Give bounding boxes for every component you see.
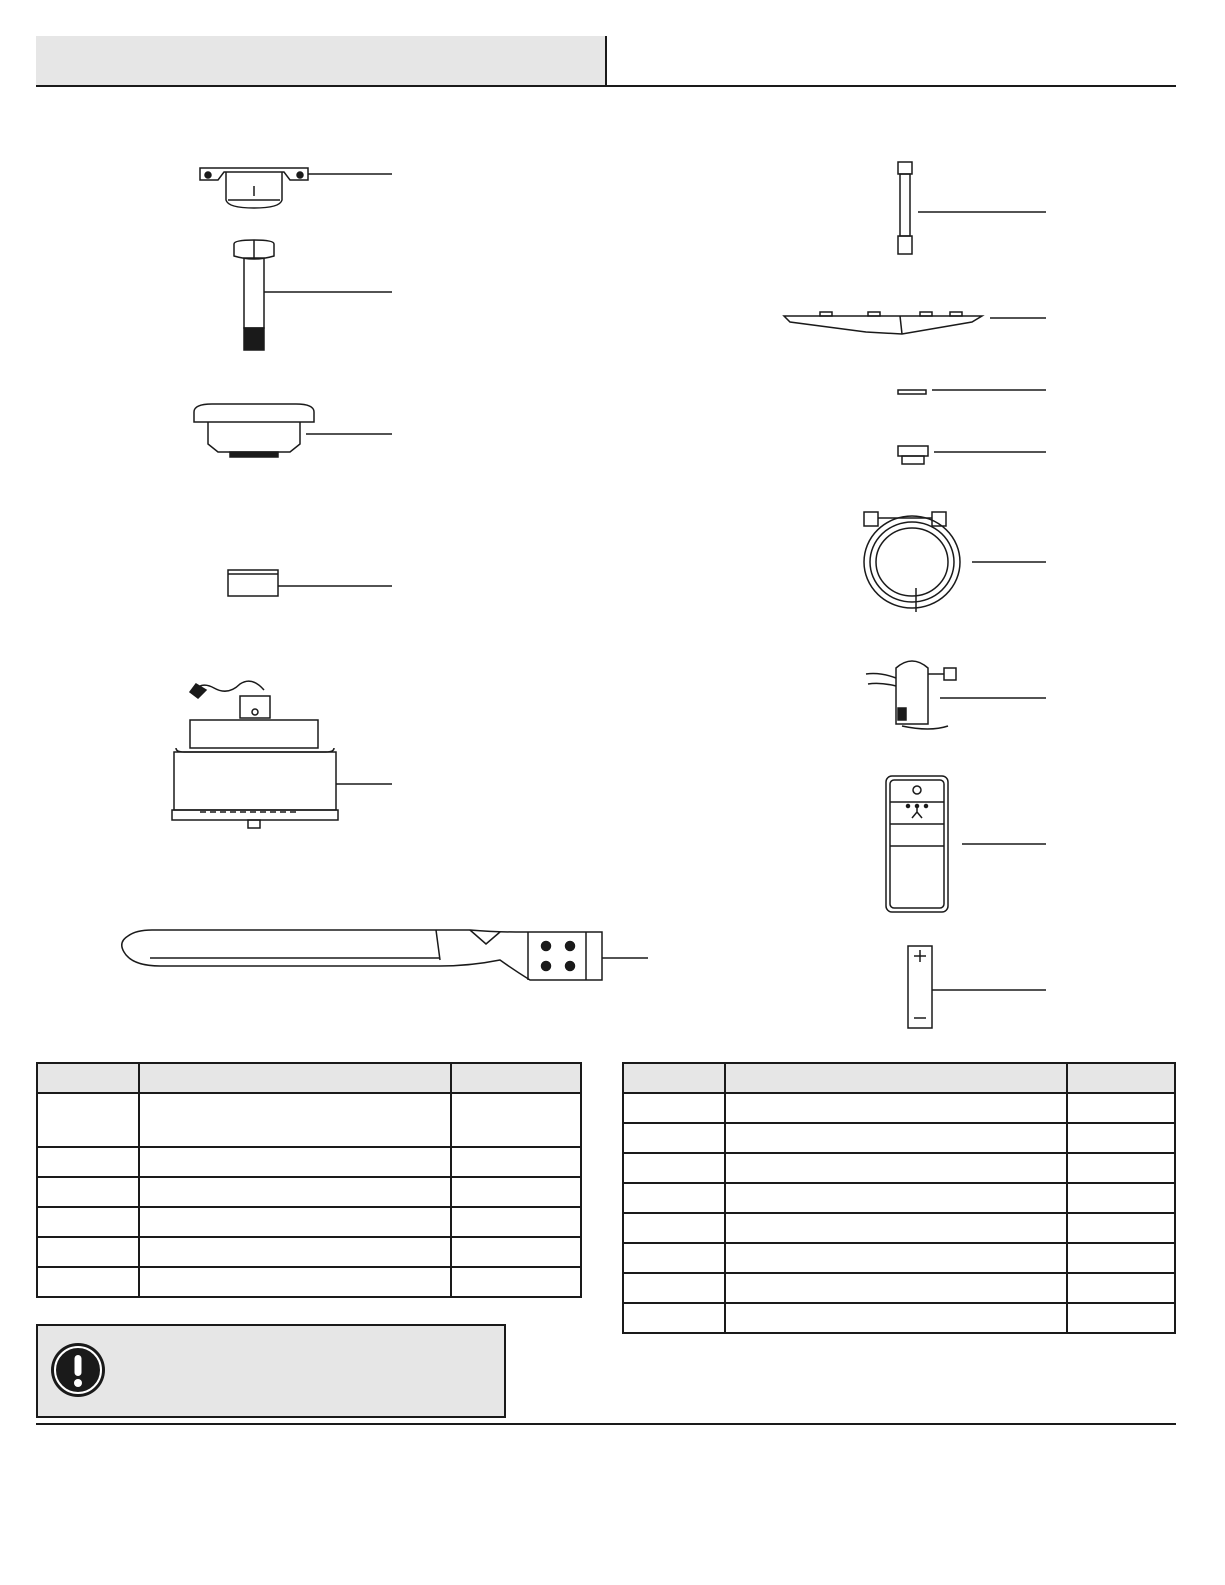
table-row [623, 1273, 1175, 1303]
column-header-part [623, 1063, 725, 1093]
canopy-drawing [194, 404, 392, 457]
weight-drawing [898, 446, 1046, 464]
table-row [37, 1207, 581, 1237]
table-header-row [623, 1063, 1175, 1093]
column-header-description [725, 1063, 1067, 1093]
rod-drawing [898, 162, 1046, 254]
column-header-description [139, 1063, 451, 1093]
table-row [623, 1303, 1175, 1333]
important-notice-box [36, 1324, 506, 1418]
table-row [37, 1093, 581, 1147]
battery-drawing [908, 946, 1046, 1028]
parts-table-right [622, 1062, 1176, 1334]
table-row [37, 1147, 581, 1177]
pin-drawing [898, 390, 1046, 394]
column-header-quantity [1067, 1063, 1175, 1093]
parts-table-left [36, 1062, 582, 1298]
table-row [623, 1213, 1175, 1243]
motor-assembly-drawing [172, 681, 392, 828]
footer-rule [36, 1423, 1176, 1425]
blade-drawing [122, 930, 648, 980]
column-header-part [37, 1063, 139, 1093]
table-row [623, 1123, 1175, 1153]
table-row [623, 1183, 1175, 1213]
receiver-drawing [866, 661, 1046, 729]
table-row [623, 1243, 1175, 1273]
mounting-bracket-drawing [200, 168, 392, 208]
table-row [37, 1177, 581, 1207]
table-row [37, 1237, 581, 1267]
table-row [623, 1093, 1175, 1123]
column-header-quantity [451, 1063, 581, 1093]
table-row [623, 1153, 1175, 1183]
coupling-cover-drawing [228, 570, 392, 596]
downrod-drawing [234, 240, 392, 350]
remote-control-drawing [886, 776, 1046, 912]
table-header-row [37, 1063, 581, 1093]
plate-drawing [784, 312, 1046, 334]
wire-harness-drawing [864, 512, 1046, 612]
exclamation-circle-icon [50, 1342, 106, 1403]
table-row [37, 1267, 581, 1297]
